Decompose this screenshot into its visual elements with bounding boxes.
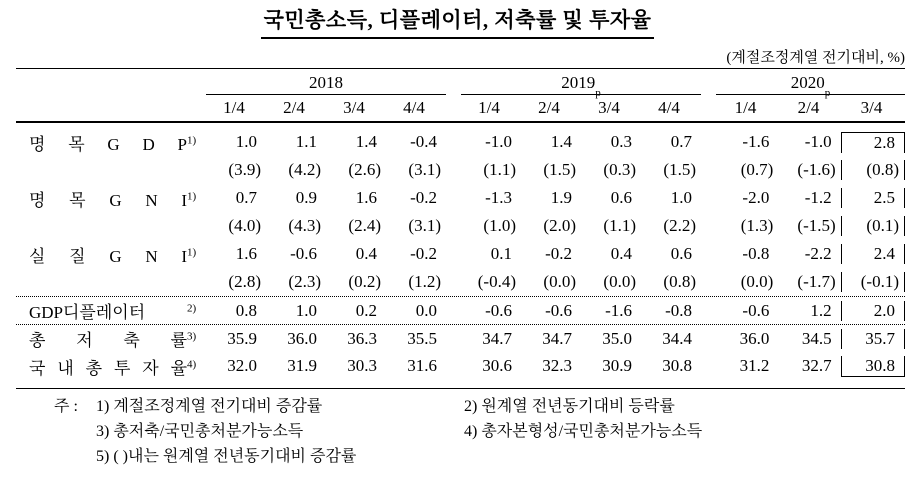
value-cell: 31.6 bbox=[407, 356, 437, 375]
value-cell: 36.0 bbox=[287, 328, 317, 348]
data-table bbox=[16, 68, 905, 389]
row-nominal-gni bbox=[16, 184, 905, 212]
value-cell: 0.2 bbox=[355, 300, 377, 320]
value-cell: 31.2 bbox=[739, 355, 770, 375]
group-2020 bbox=[716, 160, 905, 180]
group-2020 bbox=[716, 272, 905, 292]
group-2019 bbox=[461, 356, 701, 376]
quarter-header: 3/4 bbox=[343, 98, 365, 117]
value-cell: -1.3 bbox=[485, 188, 512, 207]
group-2019 bbox=[461, 160, 701, 180]
value-cell: 1.4 bbox=[550, 132, 572, 151]
value-cell: 34.4 bbox=[662, 328, 692, 348]
group-2020 bbox=[716, 329, 905, 349]
row-domestic-investment-rate bbox=[16, 352, 905, 380]
value-cell: (4.3) bbox=[288, 216, 321, 235]
value-cell: 0.1 bbox=[490, 244, 512, 263]
group-2018 bbox=[206, 329, 446, 349]
group-2018 bbox=[206, 356, 446, 376]
value-cell-highlight-box: 30.8 bbox=[841, 356, 905, 377]
value-cell: (2.6) bbox=[348, 160, 381, 179]
row-label-text: 실 질 G N I bbox=[29, 246, 187, 266]
value-cell: 30.6 bbox=[482, 356, 512, 375]
value-cell: (0.0) bbox=[543, 272, 576, 291]
value-cell: 31.9 bbox=[287, 356, 317, 375]
quarter-header: 4/4 bbox=[658, 98, 680, 117]
year-label: 2019 bbox=[561, 73, 596, 92]
value-cell: (1.0) bbox=[483, 216, 516, 235]
row-real-gni-paren bbox=[16, 268, 905, 296]
row-real-gni bbox=[16, 240, 905, 268]
row-label bbox=[16, 298, 206, 323]
row-gdp-deflator bbox=[16, 296, 905, 324]
value-cell: (0.0) bbox=[603, 272, 636, 291]
value-cell: 36.3 bbox=[347, 328, 377, 348]
value-cell: 1.0 bbox=[295, 300, 317, 320]
footnote-prefix: 주 : bbox=[54, 398, 78, 415]
footnote-line-3 bbox=[54, 442, 886, 467]
row-label bbox=[16, 354, 206, 379]
row-label-text: GDP디플레이터 bbox=[29, 303, 146, 322]
value-cell: -0.6 bbox=[742, 300, 770, 320]
value-cell: 1.0 bbox=[235, 132, 257, 151]
value-cell: (1.5) bbox=[663, 160, 696, 179]
footnote-3: 3) 총저축/국민총처분가능소득 bbox=[96, 423, 304, 440]
footnote-4: 4) 총자본형성/국민총처분가능소득 bbox=[464, 423, 703, 440]
value-cell: (4.0) bbox=[228, 216, 261, 235]
unit-note: (계절조정계열 전기대비, %) bbox=[726, 50, 905, 66]
footnote-5: 5) ( )내는 원계열 전년동기대비 증감률 bbox=[96, 448, 357, 465]
value-cell: -0.6 bbox=[290, 244, 317, 263]
value-cell: 35.5 bbox=[407, 328, 437, 348]
value-cell: 32.0 bbox=[227, 356, 257, 375]
row-label-sup: 3) bbox=[187, 330, 197, 343]
quarter-header: 2/4 bbox=[797, 98, 820, 117]
value-cell: 1.4 bbox=[355, 132, 377, 151]
value-cell: (1.3) bbox=[740, 216, 774, 235]
value-cell: (3.1) bbox=[408, 216, 441, 235]
value-cell: (1.2) bbox=[408, 272, 441, 291]
value-cell-highlight-box: 2.0 bbox=[841, 301, 905, 321]
row-label-sup: 4) bbox=[187, 357, 197, 370]
quarter-header: 1/4 bbox=[478, 98, 500, 117]
quarter-header: 3/4 bbox=[598, 98, 620, 117]
year-2020: 2020 p bbox=[716, 69, 905, 95]
row-label-sup: 1) bbox=[187, 189, 197, 202]
value-cell: 0.7 bbox=[235, 188, 257, 207]
value-cell: -1.6 bbox=[742, 131, 770, 151]
row-label-sup: 2) bbox=[187, 302, 197, 315]
page-title: 국민총소득, 디플레이터, 저축률 및 투자율 bbox=[261, 4, 655, 39]
value-cell: 32.3 bbox=[542, 356, 572, 375]
row-label bbox=[16, 326, 206, 351]
value-cell: (1.5) bbox=[543, 160, 576, 179]
quarters-2020 bbox=[716, 98, 905, 118]
value-cell: (2.3) bbox=[288, 272, 321, 291]
row-label-text: 명 목 G N I bbox=[29, 190, 187, 210]
value-cell: (-1.7) bbox=[797, 272, 836, 291]
value-cell: (3.9) bbox=[228, 160, 261, 179]
title-row bbox=[0, 4, 915, 39]
group-2019 bbox=[461, 216, 701, 236]
value-cell-highlight-box: 2.8 bbox=[841, 132, 905, 153]
value-cell: (-1.6) bbox=[797, 160, 836, 179]
group-2020 bbox=[716, 132, 905, 153]
row-nominal-gni-paren bbox=[16, 212, 905, 240]
footnotes bbox=[54, 392, 886, 467]
footnote-line-1 bbox=[54, 392, 886, 417]
value-cell: (2.4) bbox=[348, 216, 381, 235]
quarter-header: 3/4 bbox=[860, 98, 883, 117]
value-cell: (1.1) bbox=[483, 160, 516, 179]
row-label-sup: 1) bbox=[187, 245, 197, 258]
group-2020 bbox=[716, 188, 905, 208]
group-2019 bbox=[461, 188, 701, 208]
value-cell-highlight-box: 35.7 bbox=[841, 329, 905, 349]
value-cell: 34.5 bbox=[801, 328, 832, 348]
value-cell: 1.9 bbox=[550, 188, 572, 207]
value-cell: -2.2 bbox=[804, 244, 832, 263]
value-cell: 1.6 bbox=[355, 188, 377, 207]
group-2019 bbox=[461, 132, 701, 152]
value-cell: 1.1 bbox=[295, 132, 317, 151]
row-label bbox=[16, 130, 206, 155]
group-2019 bbox=[461, 301, 701, 321]
quarter-header: 1/4 bbox=[223, 98, 245, 117]
value-cell: -1.2 bbox=[804, 188, 832, 207]
table-body bbox=[16, 123, 905, 389]
value-cell: 35.0 bbox=[602, 328, 632, 348]
value-cell: -1.0 bbox=[485, 132, 512, 151]
value-cell-highlight-box: (0.1) bbox=[841, 216, 905, 236]
group-2018 bbox=[206, 188, 446, 208]
value-cell: 0.7 bbox=[670, 132, 692, 151]
value-cell: -0.4 bbox=[410, 132, 437, 151]
row-label-text: 국 내 총 투 자 율 bbox=[29, 358, 187, 378]
value-cell: (2.8) bbox=[228, 272, 261, 291]
quarter-header: 4/4 bbox=[403, 98, 425, 117]
group-2018 bbox=[206, 272, 446, 292]
value-cell: -1.6 bbox=[605, 300, 632, 320]
quarter-header-row bbox=[16, 95, 905, 121]
row-label bbox=[16, 242, 206, 267]
quarters-2019 bbox=[461, 98, 701, 118]
value-cell: (-1.5) bbox=[797, 216, 836, 235]
row-label-text: 총 저 축 률 bbox=[29, 331, 187, 350]
value-cell: 0.6 bbox=[670, 244, 692, 263]
value-cell: 35.9 bbox=[227, 328, 257, 348]
value-cell: (0.2) bbox=[348, 272, 381, 291]
value-cell: (2.0) bbox=[543, 216, 576, 235]
value-cell: (0.0) bbox=[740, 272, 774, 291]
value-cell: -0.2 bbox=[545, 244, 572, 263]
value-cell: (3.1) bbox=[408, 160, 441, 179]
quarter-header: 2/4 bbox=[538, 98, 560, 117]
value-cell: (0.7) bbox=[740, 160, 774, 179]
value-cell: (-0.4) bbox=[477, 272, 516, 291]
quarters-2018 bbox=[206, 98, 446, 118]
value-cell: -0.6 bbox=[485, 300, 512, 320]
value-cell: 34.7 bbox=[542, 328, 572, 348]
value-cell: -0.6 bbox=[545, 300, 572, 320]
value-cell: 0.4 bbox=[610, 244, 632, 263]
group-2019 bbox=[461, 329, 701, 349]
group-2019 bbox=[461, 272, 701, 292]
footnote-2: 2) 원계열 전년동기대비 등락률 bbox=[464, 398, 675, 415]
value-cell: -0.2 bbox=[410, 244, 437, 263]
value-cell: (0.3) bbox=[603, 160, 636, 179]
year-header-row bbox=[16, 69, 905, 99]
year-label: 2020 bbox=[790, 73, 825, 92]
group-2018 bbox=[206, 301, 446, 321]
row-nominal-gdp-paren bbox=[16, 156, 905, 184]
value-cell: (2.2) bbox=[663, 216, 696, 235]
value-cell: (4.2) bbox=[288, 160, 321, 179]
footnote-1: 1) 계절조정계열 전기대비 증감률 bbox=[96, 398, 323, 415]
group-2018 bbox=[206, 216, 446, 236]
value-cell-highlight-box: 2.5 bbox=[841, 188, 905, 208]
quarter-header: 2/4 bbox=[283, 98, 305, 117]
row-nominal-gdp bbox=[16, 128, 905, 156]
value-cell-highlight-box: (-0.1) bbox=[841, 272, 905, 292]
group-2020 bbox=[716, 356, 905, 377]
value-cell: 0.4 bbox=[355, 244, 377, 263]
row-label bbox=[16, 186, 206, 211]
value-cell: (1.1) bbox=[603, 216, 636, 235]
value-cell: 30.9 bbox=[602, 356, 632, 375]
value-cell: 0.9 bbox=[295, 188, 317, 207]
value-cell: 1.6 bbox=[235, 244, 257, 263]
group-2020 bbox=[716, 244, 905, 264]
value-cell: (0.8) bbox=[663, 272, 696, 291]
group-2019 bbox=[461, 244, 701, 264]
row-label-sup: 1) bbox=[187, 133, 197, 146]
value-cell: 30.8 bbox=[662, 356, 692, 375]
group-2020 bbox=[716, 301, 905, 321]
value-cell: 0.8 bbox=[235, 300, 257, 320]
value-cell: 0.3 bbox=[610, 132, 632, 151]
value-cell: 32.7 bbox=[801, 355, 832, 375]
group-2020 bbox=[716, 216, 905, 236]
row-label-text: 명 목 G D P bbox=[29, 134, 187, 154]
value-cell: 30.3 bbox=[347, 356, 377, 375]
value-cell: -1.0 bbox=[804, 131, 832, 151]
year-2019: 2019 p bbox=[461, 69, 701, 95]
value-cell-highlight-box: (0.8) bbox=[841, 160, 905, 180]
value-cell: 34.7 bbox=[482, 328, 512, 348]
value-cell: 1.2 bbox=[810, 300, 832, 320]
label-column-spacer bbox=[16, 69, 206, 95]
value-cell: -2.0 bbox=[742, 188, 770, 207]
group-2018 bbox=[206, 244, 446, 264]
footnote-line-2 bbox=[54, 417, 886, 442]
group-2018 bbox=[206, 132, 446, 152]
quarter-header: 1/4 bbox=[734, 98, 757, 117]
value-cell: 0.0 bbox=[415, 300, 437, 320]
value-cell: 36.0 bbox=[739, 328, 770, 348]
value-cell: -0.8 bbox=[665, 300, 692, 320]
year-2018 bbox=[206, 69, 446, 95]
row-gross-saving-rate bbox=[16, 324, 905, 352]
value-cell: -0.8 bbox=[742, 244, 770, 263]
value-cell: 0.6 bbox=[610, 188, 632, 207]
year-label: 2018 bbox=[309, 73, 343, 92]
table-header bbox=[16, 68, 905, 123]
group-2018 bbox=[206, 160, 446, 180]
value-cell: -0.2 bbox=[410, 188, 437, 207]
value-cell-highlight-box: 2.4 bbox=[841, 244, 905, 264]
value-cell: 1.0 bbox=[670, 188, 692, 207]
